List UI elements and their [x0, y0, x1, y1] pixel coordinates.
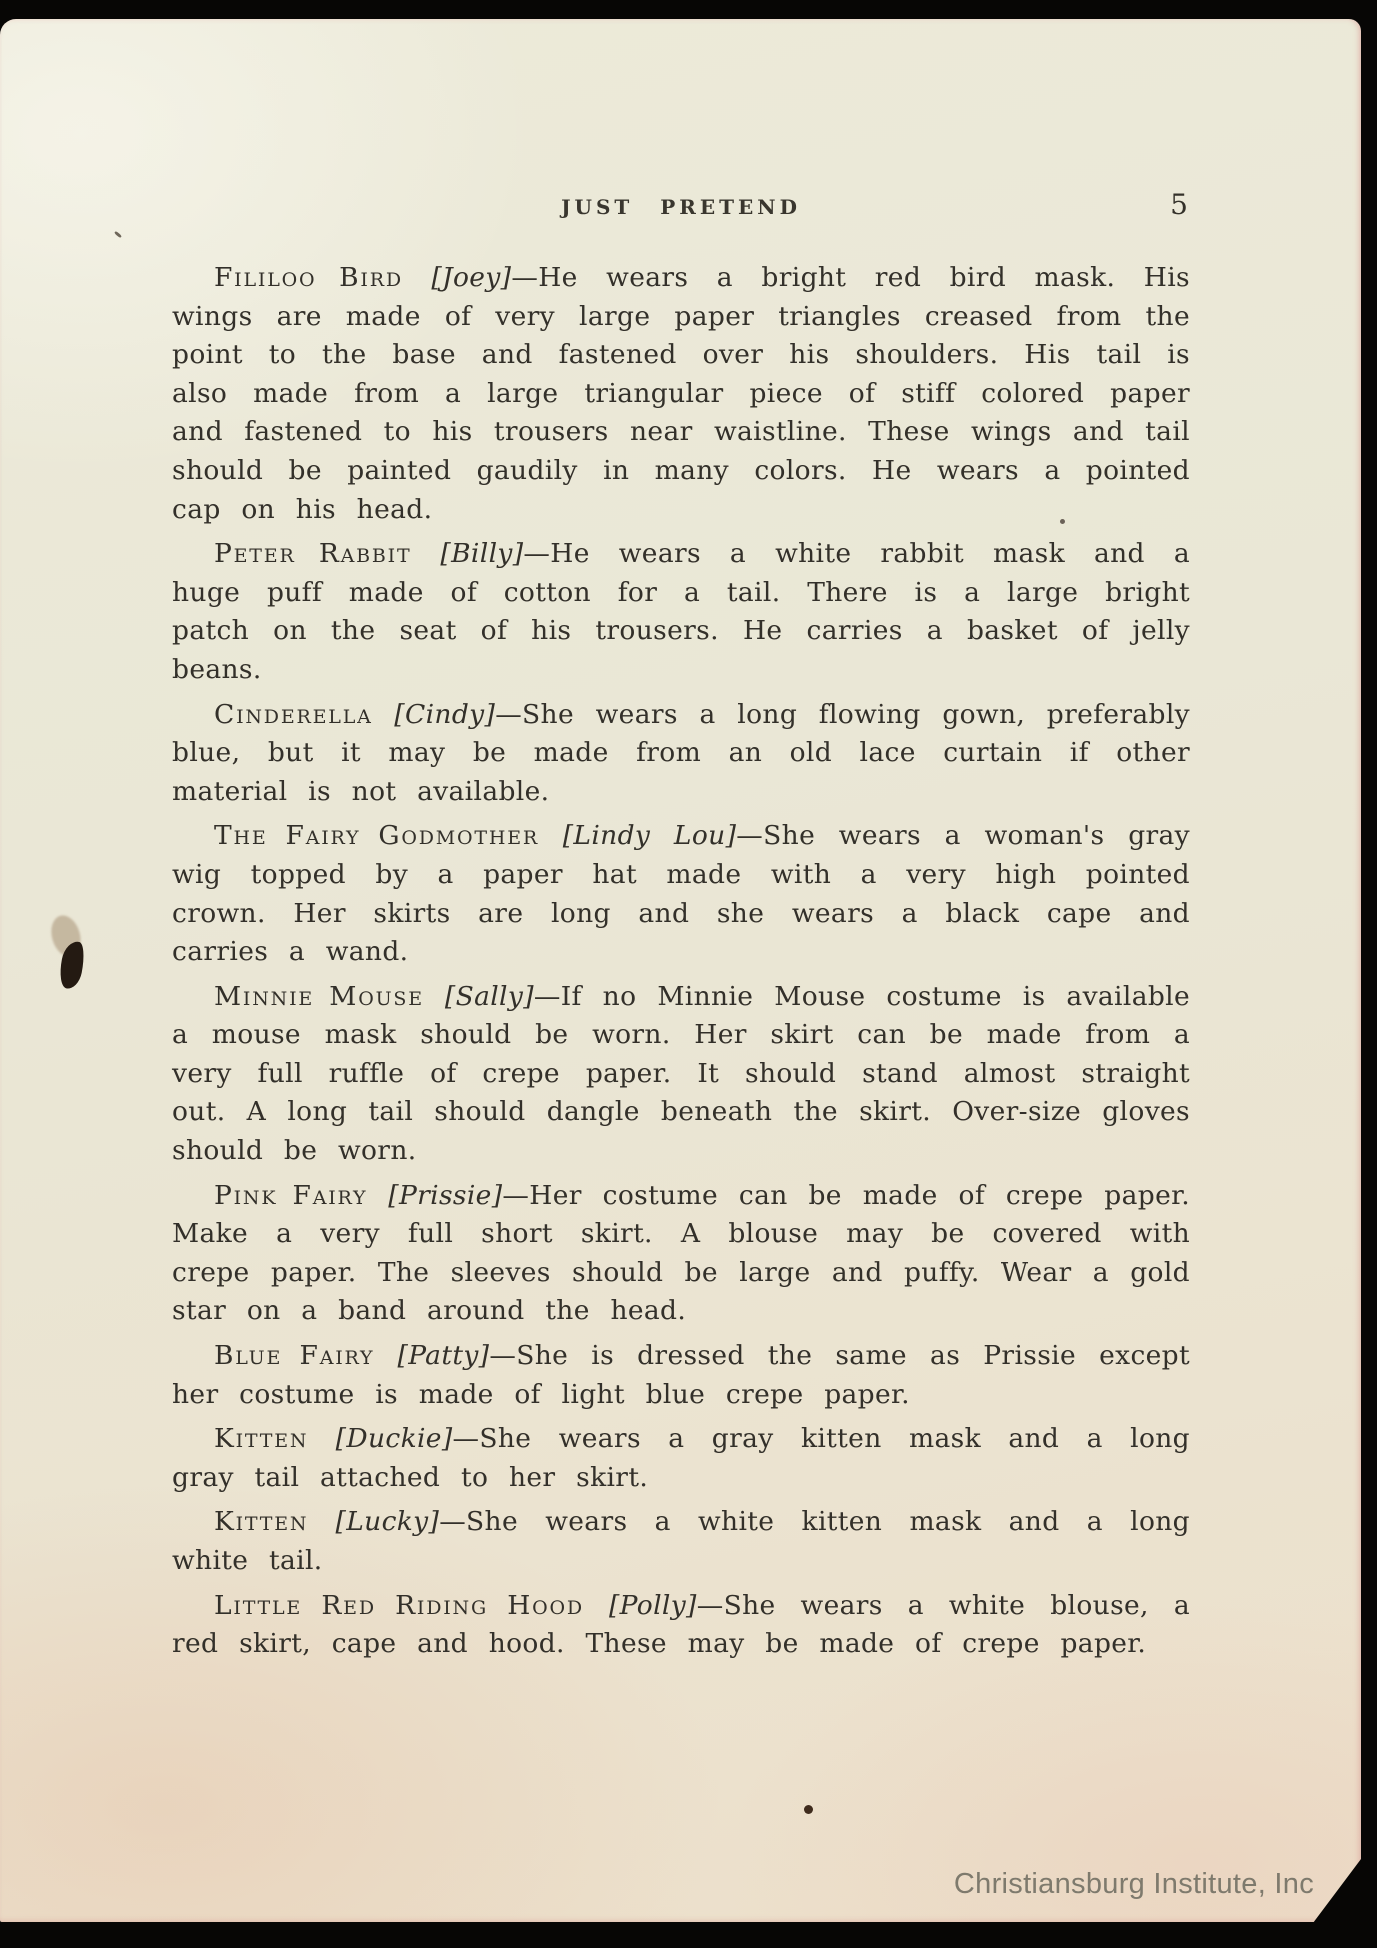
character-name: Cinderella	[214, 698, 373, 730]
character-description: —He wears a bright red bird mask. His wings are made of very large paper triangles creased from the point to the base and fastened over his shoulders. His tail is also made from a large triangular piece of stiff colored paper and fastened to his trousers near waistline. These wings and tail should be painted gaudily in many colors. He wears a pointed cap on his head.	[172, 262, 1190, 525]
character-description: —If no Minnie Mouse costume is available a mouse mask should be worn. Her skirt can be made from a very full ruffle of crepe paper. It should stand almost straight out. A long tail should dangle beneath the skirt. Over-size gloves should be worn.	[172, 980, 1191, 1167]
page-header	[172, 188, 1190, 235]
character-paragraph	[172, 1587, 1190, 1664]
watermark: Christiansburg Institute, Inc	[953, 1868, 1314, 1900]
actor-name: [Prissie]	[388, 1179, 503, 1211]
character-description: —He wears a white rabbit mask and a huge puff made of cotton for a tail. There is a large bright patch on the seat of his trousers. He carries a basket of jelly beans.	[172, 538, 1190, 685]
character-description: —She wears a long flowing gown, preferably blue, but it may be made from an old lace curtain if other material is not available.	[172, 698, 1190, 807]
actor-name: [Polly]	[608, 1589, 697, 1621]
character-paragraph	[172, 817, 1190, 971]
character-name: Kitten	[214, 1423, 309, 1455]
character-paragraph	[172, 535, 1190, 689]
cast-costume-list	[172, 259, 1190, 1670]
character-paragraph	[172, 1337, 1190, 1414]
page-number: 5	[1170, 188, 1188, 221]
character-name: Blue Fairy	[214, 1340, 375, 1372]
character-name: Minnie Mouse	[214, 980, 424, 1012]
character-name: Peter Rabbit	[214, 538, 412, 570]
character-name: Pink Fairy	[214, 1179, 368, 1211]
running-title: JUST PRETEND	[561, 195, 801, 219]
actor-name: [Cindy]	[394, 698, 496, 730]
dust-speck	[1060, 519, 1065, 524]
actor-name: [Billy]	[440, 538, 524, 570]
character-description: —She is dressed the same as Prissie except her costume is made of light blue crepe paper.	[172, 1340, 1190, 1410]
character-description: —She wears a white kitten mask and a long white tail.	[172, 1506, 1190, 1576]
actor-name: [Patty]	[397, 1340, 490, 1372]
character-paragraph	[172, 1420, 1190, 1497]
ink-blot	[48, 915, 94, 1001]
actor-name: [Duckie]	[335, 1423, 453, 1455]
character-paragraph	[172, 978, 1190, 1171]
character-description: —She wears a gray kitten mask and a long gray tail attached to her skirt.	[172, 1423, 1190, 1493]
actor-name: [Lindy Lou]	[562, 820, 737, 852]
dust-speck	[804, 1805, 813, 1814]
dust-speck	[114, 231, 122, 238]
actor-name: [Joey]	[431, 262, 512, 293]
character-name: The Fairy Godmother	[214, 820, 540, 852]
character-description: —Her costume can be made of crepe paper. Make a very full short skirt. A blouse may be covered with crepe paper. The sleeves should be large and puffy. Wear a gold star on a band around the head.	[172, 1179, 1190, 1327]
character-paragraph	[172, 259, 1190, 529]
character-name: Little Red Riding Hood	[214, 1589, 584, 1621]
character-description: —She wears a woman's gray wig topped by a paper hat made with a very high pointed crown. Her skirts are long and she wears a black cape and carries a wand.	[172, 820, 1190, 968]
character-description: —She wears a white blouse, a red skirt, cape and hood. These may be made of crepe paper.	[172, 1589, 1190, 1660]
character-name: Fililoo Bird	[214, 262, 403, 293]
actor-name: [Sally]	[444, 980, 534, 1012]
page-scan	[0, 19, 1361, 1922]
character-name: Kitten	[214, 1506, 309, 1538]
character-paragraph	[172, 1177, 1190, 1331]
character-paragraph	[172, 1503, 1190, 1580]
page-corner-cut	[1313, 1859, 1361, 1923]
actor-name: [Lucky]	[335, 1506, 440, 1538]
character-paragraph	[172, 696, 1190, 812]
